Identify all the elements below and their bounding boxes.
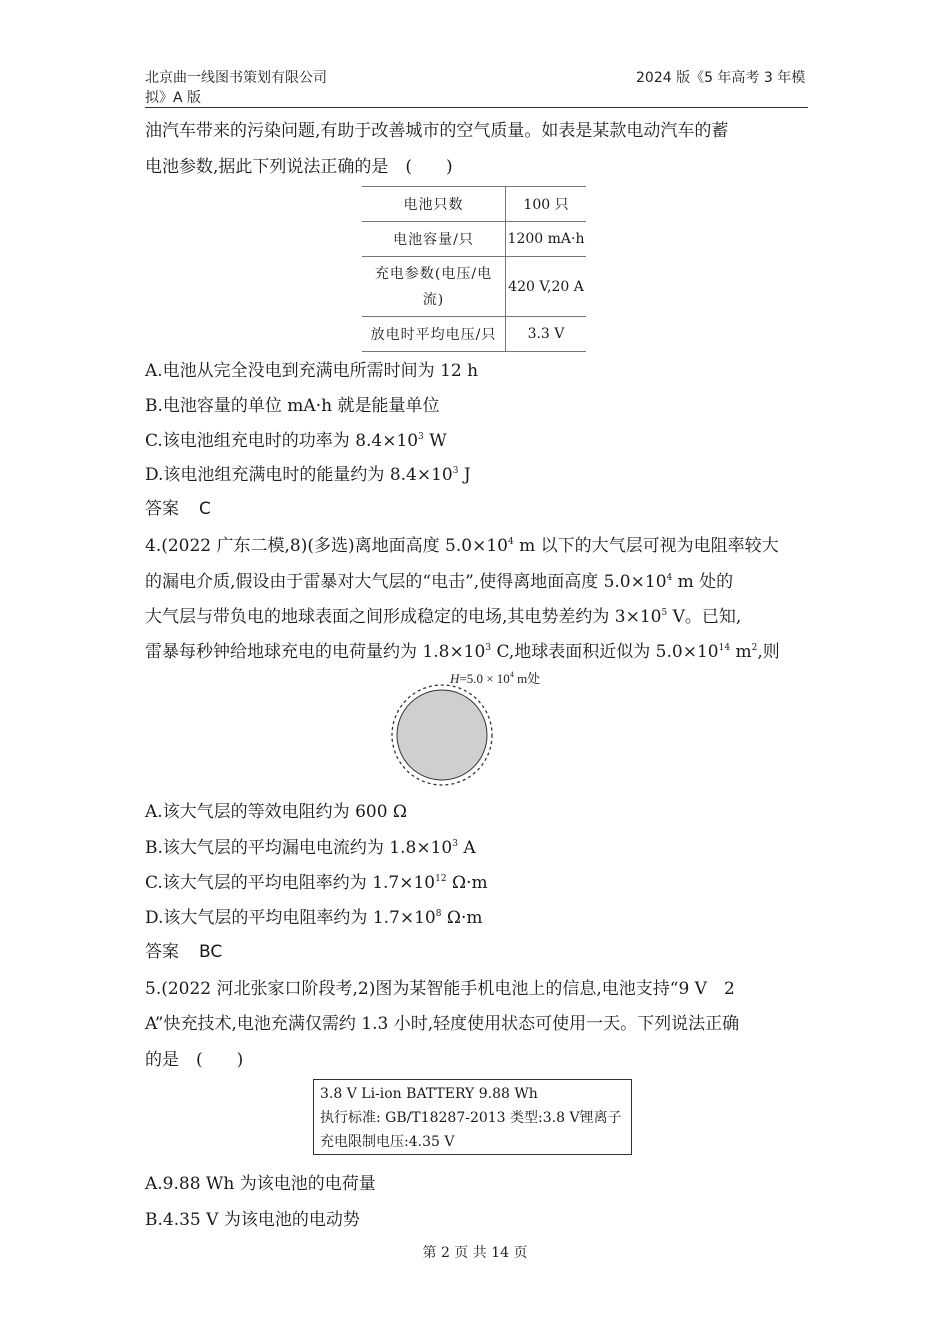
q3-answer [145, 494, 211, 519]
earth-atmosphere-figure [388, 668, 588, 794]
battery-label-line3: 充电限制电压:4.35 V [320, 1134, 455, 1150]
table-cell-name: 电池容量/只 [362, 222, 506, 257]
q4-option-b: B.该大气层的平均漏电电流约为 $1.8\times 10^3$ A [145, 838, 476, 858]
q3-option-c: C.该电池组充电时的功率为 $8.4\times 10^3$ W [145, 431, 447, 451]
q5-stem-line2: A”快充技术,电池充满仅需约 1.3 小时,轻度使用状态可使用一天。下列说法正确 [145, 1014, 740, 1034]
q4-option-c: C.该大气层的平均电阻率约为 $1.7\times 10^{12}$ Ω·m [145, 873, 488, 893]
table-cell-value: 1200 mA·h [506, 222, 587, 257]
header-left-line1: 北京曲一线图书策划有限公司 [145, 70, 327, 86]
q4-answer [145, 937, 222, 962]
q4-stem-line1: 4.(2022 广东二模,8)(多选)离地面高度 $5.0\times 10^4$ m 以下的大气层可视为电阻率较大 [145, 536, 779, 556]
q5-stem-line1: 5.(2022 河北张家口阶段考,2)图为某智能手机电池上的信息,电池支持“9 V 2 [145, 979, 735, 999]
q3-option-a: A.电池从完全没电到充满电所需时间为 12 h [145, 361, 479, 381]
q4-stem-line3: 大气层与带负电的地球表面之间形成稳定的电场,其电势差约为 $3\times 10^5$ V。已知, [145, 607, 742, 627]
header-right-line1: 2024 版《5 年高考 3 年模 [636, 70, 806, 86]
table-cell-name: 电池只数 [362, 187, 506, 222]
header-divider [145, 107, 808, 108]
battery-label-box [313, 1079, 632, 1155]
answer-label: 答案 [145, 942, 179, 962]
table-cell-value: 420 V,20 A [506, 257, 587, 317]
table-cell-name [362, 257, 506, 317]
earth-diagram [388, 668, 588, 790]
q4-stem-line2: 的漏电介质,假设由于雷暴对大气层的“电击”,使得离地面高度 $5.0\times 10^4$ m 处的 [145, 572, 734, 592]
q4-stem-line4: 雷暴每秒钟给地球充电的电荷量约为 $1.8\times 10^3$ C,地球表面积近似为 $5.0\times 10^{14}$ $m^2$,则 [145, 642, 780, 662]
q3-stem-line2: 电池参数,据此下列说法正确的是 ( ) [145, 157, 453, 177]
answer-value: C [199, 499, 211, 519]
battery-label-line2: 执行标准: GB/T18287-2013 类型:3.8 V锂离子 [320, 1110, 622, 1126]
answer-value: BC [199, 942, 223, 962]
q5-option-b: B.4.35 V 为该电池的电动势 [145, 1210, 360, 1230]
table-cell-value: 3.3 V [506, 317, 587, 352]
table-row [362, 187, 586, 222]
earth-circle [397, 690, 487, 780]
height-label: $H=5.0 \times 10^4$ m处 [450, 670, 541, 686]
q3-option-b: B.电池容量的单位 mA·h 就是能量单位 [145, 396, 440, 416]
battery-label-line1: 3.8 V Li-ion BATTERY 9.88 Wh [320, 1086, 538, 1102]
q5-stem-line3: 的是 ( ) [145, 1050, 244, 1070]
q3-option-d: D.该电池组充满电时的能量约为 $8.4\times 10^3$ J [145, 465, 471, 485]
header-publisher [145, 68, 345, 108]
q5-option-a: A.9.88 Wh 为该电池的电荷量 [145, 1174, 376, 1194]
table-cell-name-line1: 充电参数(电压/电 [374, 265, 493, 282]
table-cell-value: 100 只 [506, 187, 587, 222]
header-left-line2: 拟》A 版 [145, 90, 202, 106]
answer-label: 答案 [145, 499, 179, 519]
q4-option-d: D.该大气层的平均电阻率约为 $1.7\times 10^8$ Ω·m [145, 908, 483, 928]
q3-stem-line1: 油汽车带来的污染问题,有助于改善城市的空气质量。如表是某款电动汽车的蓄 [145, 121, 729, 141]
table-cell-name-line2: 流) [422, 291, 445, 308]
battery-parameter-table [362, 186, 586, 352]
table-row [362, 222, 586, 257]
table-cell-name: 放电时平均电压/只 [362, 317, 506, 352]
header-book-title [636, 68, 808, 88]
page-number-footer: 第 2 页 共 14 页 [422, 1245, 528, 1261]
table-row [362, 317, 586, 352]
q4-option-a: A.该大气层的等效电阻约为 600 Ω [145, 802, 408, 822]
table-row [362, 257, 586, 317]
